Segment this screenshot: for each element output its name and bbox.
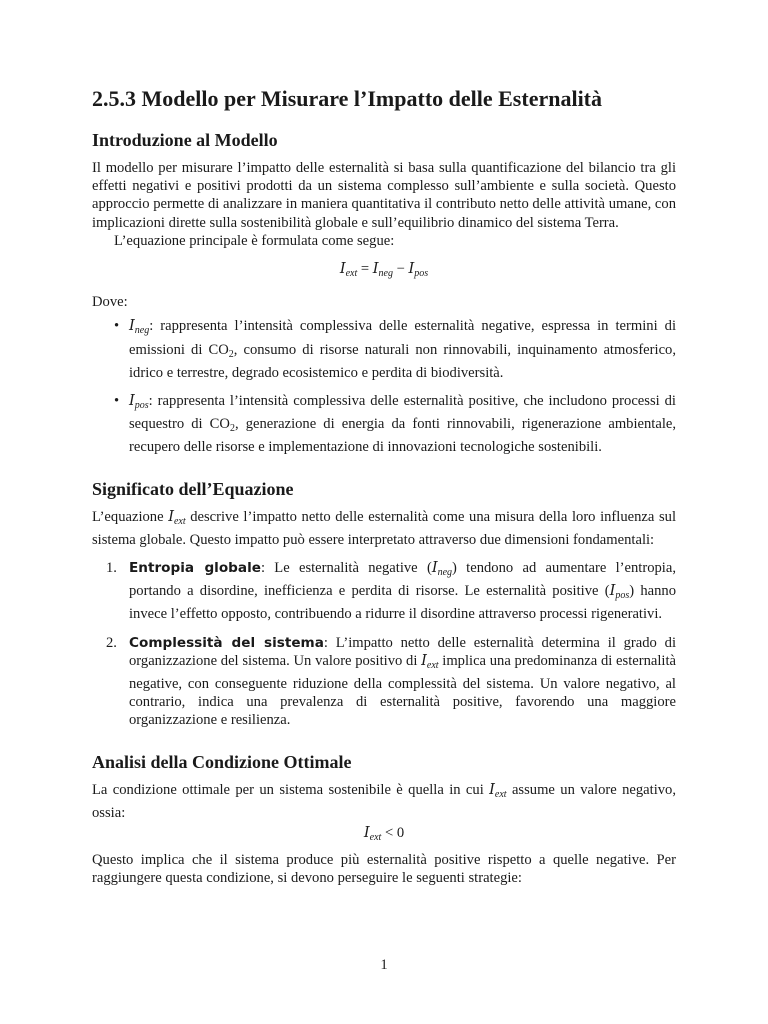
analisi-paragraph (92, 781, 676, 822)
text-run: La condizione ottimale per un sistema sostenibile è quella in cui (92, 781, 490, 798)
bullet-icon: • (114, 318, 120, 335)
eq-operator: − (392, 261, 409, 278)
definition-text: , consumo di risorse naturali non rinnovabili, inquinamento atmosferico, idrico e terrestre, degrado ecosistemico e perdita di biodiversità. (129, 341, 676, 381)
subsection-heading-analisi: Analisi della Condizione Ottimale (92, 751, 352, 772)
term-symbol: I (129, 317, 135, 335)
inline-symbol: I (489, 780, 495, 798)
definition-text: , generazione di energia da fonti rinnovabili, rigenerazione ambientale, recupero delle risorse e implementazione di innovazioni tecnologiche sostenibili. (129, 416, 677, 456)
dove-label: Dove: (92, 294, 128, 311)
subsection-heading-significato: Significato dell’Equazione (92, 478, 294, 499)
text-run: : Le esternalità negative ( (260, 560, 432, 577)
eq-subscript: pos (414, 268, 429, 280)
list-item (92, 559, 676, 624)
list-item (92, 392, 676, 457)
eq-subscript: ext (345, 268, 358, 280)
subsection-heading-intro: Introduzione al Modello (92, 130, 278, 150)
inline-symbol: I (168, 507, 174, 525)
text-run: assume un valore negativo, ossia: (92, 781, 676, 821)
item-number: 2. (106, 634, 117, 651)
bold-term: Complessità del sistema (129, 634, 324, 651)
item-number: 1. (106, 560, 117, 577)
page-number: 1 (380, 957, 388, 973)
eq-symbol: I (363, 824, 370, 842)
inline-subscript: ext (426, 659, 439, 671)
document-page (92, 80, 676, 888)
analisi-paragraph-2: Questo implica che il sistema produce più esternalità positive rispetto a quelle negative. Per raggiungere questa condizione, si devono perseguire le seguenti strategie: (92, 852, 676, 887)
text-run: : L’impatto netto delle esternalità determina il grado di organizzazione del sistema. Un valore positivo di (129, 634, 676, 669)
intro-paragraph: Il modello per misurare l’impatto delle esternalità si basa sulla quantificazione del bilancio tra gli effetti negativi e positivi prodotti da un sistema complesso sull’ambiente e sulla società. Questo approccio permette di analizzare in maniera quantitativa il contributo netto delle attività umane, con implicazioni dirette sulla sostenibilità globale e sull’equilibrio dinamico del sistema Terra. (92, 160, 676, 231)
main-equation (92, 260, 676, 283)
term-symbol: I (129, 392, 135, 410)
text-run: descrive l’impatto netto delle esternalità come una misura della loro influenza sul sistema globale. Questo impatto può essere interpretato attraverso due dimensioni fondamentali: (92, 508, 676, 548)
co2-subscript: 2 (228, 348, 234, 360)
significato-paragraph (92, 508, 676, 549)
eq-relation: < 0 (381, 825, 405, 842)
inline-subscript: ext (494, 788, 507, 800)
definition-text: : rappresenta l’intensità complessiva delle esternalità negative, espressa in termini di emissioni di CO (129, 318, 676, 358)
definition-list (92, 317, 676, 456)
list-item (92, 634, 676, 730)
eq-symbol: I (408, 260, 415, 278)
eq-operator: = (357, 261, 373, 278)
bullet-icon: • (114, 393, 120, 410)
inline-symbol: I (431, 559, 438, 577)
inline-symbol: I (421, 651, 427, 669)
equation-intro-text: L’equazione principale è formulata come segue: (114, 232, 395, 249)
inline-symbol: I (609, 582, 616, 600)
inline-subscript: pos (615, 590, 630, 602)
list-item (92, 317, 676, 382)
term-subscript: neg (134, 325, 150, 337)
eq-subscript: ext (369, 832, 382, 844)
inline-subscript: neg (437, 567, 453, 579)
section-title: 2.5.3 Modello per Misurare l’Impatto delle Esternalità (92, 86, 603, 111)
numbered-list (92, 559, 676, 730)
inline-subscript: ext (173, 515, 186, 527)
definition-text: : rappresenta l’intensità complessiva delle esternalità positive, che includono processi di sequestro di CO (129, 393, 676, 433)
text-run: ) hanno invece l’effetto opposto, contribuendo a ridurre il disordine attraverso processi rigenerativi. (129, 583, 676, 623)
bold-term: Entropia globale (129, 560, 261, 577)
co2-subscript: 2 (229, 423, 235, 435)
eq-symbol: I (339, 260, 346, 278)
text-run: L’equazione (92, 508, 169, 525)
text-run: implica una predominanza di esternalità negative, con conseguente riduzione della complessità del sistema. Un valore negativo, al contrario, indica una prevalenza di esternalità positive, favorendo una maggiore organizzazione e resilienza. (129, 652, 676, 729)
term-subscript: pos (134, 400, 149, 412)
condition-equation (92, 824, 676, 847)
eq-subscript: neg (378, 268, 393, 280)
text-run: ) tendono ad aumentare l’entropia, portando a disordine, inefficienza e perdita di risorse. Le esternalità positive ( (129, 560, 676, 600)
eq-symbol: I (372, 260, 379, 278)
